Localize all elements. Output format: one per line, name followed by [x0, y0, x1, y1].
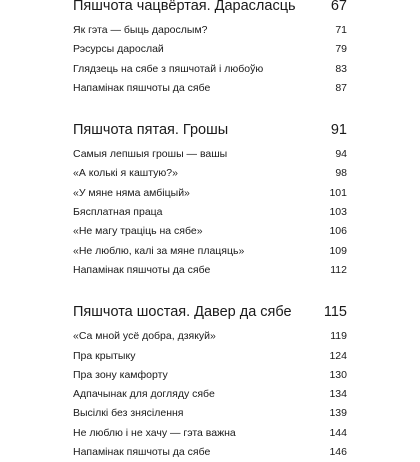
entry-title: «У мяне няма амбіцый» [73, 186, 190, 199]
section-page-number: 67 [330, 0, 347, 14]
toc-entry[interactable] [73, 184, 347, 203]
toc-entry[interactable] [73, 347, 347, 366]
section-page-number: 91 [330, 122, 347, 139]
entry-title: «Не магу траціць на сябе» [73, 225, 203, 238]
entry-page-number: 144 [329, 426, 347, 439]
toc-section-5 [73, 118, 347, 280]
entry-title: Пра крытыку [73, 349, 136, 362]
entry-page-number: 79 [335, 43, 347, 56]
toc-entry[interactable] [73, 222, 347, 241]
entry-title: Адпачынак для догляду сябе [73, 388, 215, 401]
toc-entry[interactable] [73, 60, 347, 79]
entry-page-number: 112 [330, 263, 347, 276]
entry-page-number: 146 [329, 446, 347, 459]
toc-entry[interactable] [73, 424, 347, 443]
entry-title: Пра зону камфорту [73, 368, 168, 381]
section-title: Пяшчота пятая. Грошы [73, 122, 229, 139]
entry-title: Бясплатная праца [73, 206, 163, 219]
entry-page-number: 98 [335, 167, 347, 180]
entry-title: Самыя лепшыя грошы — вашы [73, 148, 228, 161]
section-gap [73, 280, 347, 300]
toc-entry[interactable] [73, 242, 347, 261]
entry-title: Напамінак пяшчоты да сябе [73, 81, 211, 94]
toc-entry[interactable] [73, 385, 347, 404]
entry-title: «Са мной усё добра, дзякуй» [73, 330, 216, 343]
entry-page-number: 130 [329, 368, 347, 381]
entry-title: Рэсурсы дарослай [73, 43, 164, 56]
table-of-contents [73, 0, 347, 462]
toc-entry[interactable] [73, 366, 347, 385]
entry-page-number: 106 [329, 225, 347, 238]
entry-page-number: 87 [335, 81, 347, 94]
toc-entry[interactable] [73, 404, 347, 423]
toc-entry[interactable] [73, 164, 347, 183]
section-heading[interactable] [73, 300, 347, 325]
entry-title: «А колькі я каштую?» [73, 167, 178, 180]
toc-entry[interactable] [73, 145, 347, 164]
entry-title: Высілкі без знясілення [73, 407, 184, 420]
toc-entry[interactable] [73, 203, 347, 222]
entry-page-number: 103 [329, 206, 347, 219]
entry-title: «Не люблю, калі за мяне плацяць» [73, 244, 245, 257]
toc-entry[interactable] [73, 443, 347, 462]
section-title: Пяшчота шостая. Давер да сябе [73, 304, 292, 321]
entry-page-number: 139 [329, 407, 347, 420]
entry-title: Глядзець на сябе з пяшчотай і любоўю [73, 62, 264, 75]
toc-entry[interactable] [73, 79, 347, 98]
entry-page-number: 119 [330, 330, 347, 343]
entry-page-number: 134 [329, 388, 347, 401]
toc-section-4 [73, 0, 347, 98]
entry-page-number: 109 [329, 244, 347, 257]
entry-title: Напамінак пяшчоты да сябе [73, 263, 211, 276]
section-heading[interactable] [73, 0, 347, 19]
entry-title: Як гэта — быць дарослым? [73, 24, 208, 36]
section-title: Пяшчота чацвёртая. Дарасласць [73, 0, 296, 14]
toc-entry[interactable] [73, 327, 347, 346]
toc-entry[interactable] [73, 21, 347, 40]
section-gap [73, 98, 347, 118]
toc-entry[interactable] [73, 40, 347, 59]
toc-section-6 [73, 300, 347, 462]
section-heading[interactable] [73, 118, 347, 143]
toc-entry[interactable] [73, 261, 347, 280]
entry-page-number: 94 [335, 148, 347, 161]
entry-page-number: 83 [335, 62, 347, 75]
section-page-number: 115 [323, 304, 347, 321]
entry-page-number: 101 [329, 186, 347, 199]
entry-page-number: 71 [335, 24, 347, 36]
entry-page-number: 124 [329, 349, 347, 362]
entry-title: Напамінак пяшчоты да сябе [73, 446, 211, 459]
entry-title: Не люблю і не хачу — гэта важна [73, 426, 236, 439]
